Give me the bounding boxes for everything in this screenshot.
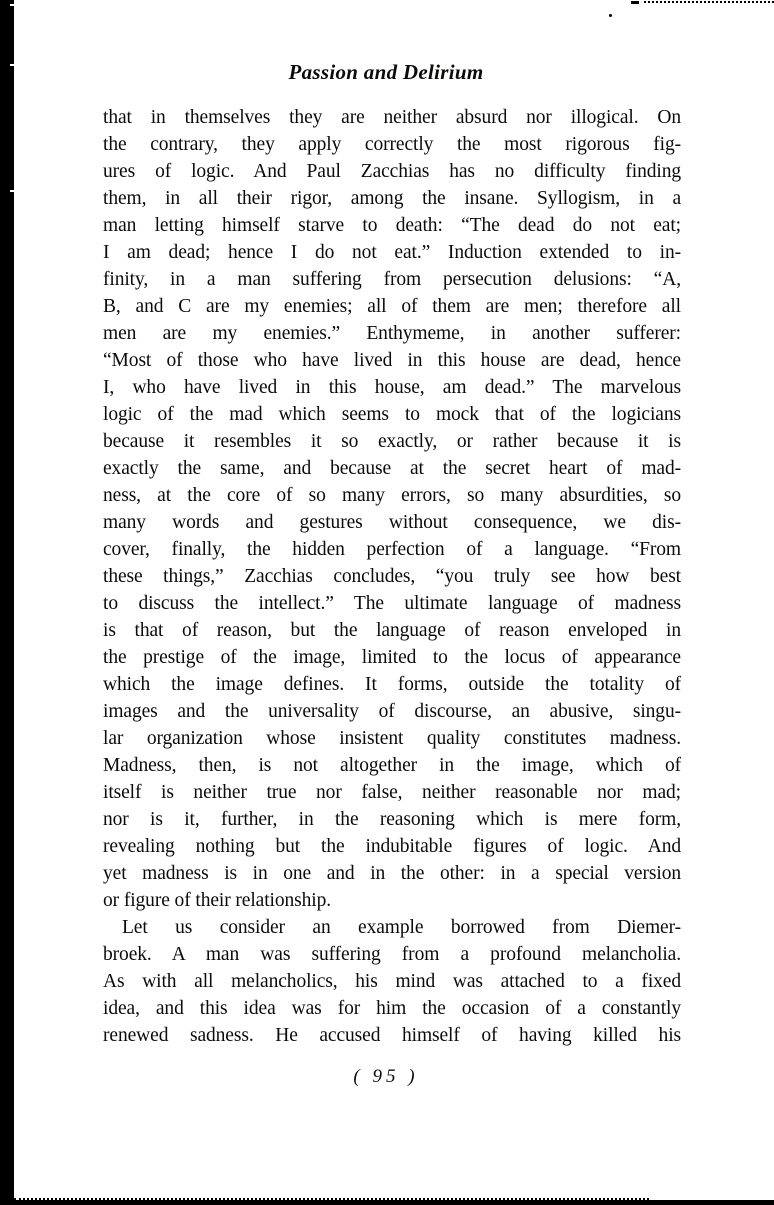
paragraph — [103, 104, 681, 914]
scan-top-dotted-line — [644, 1, 774, 3]
text-line: ures of logic. And Paul Zacchias has no difficulty finding — [103, 161, 681, 182]
body-text — [103, 104, 681, 1049]
text-line: finity, in a man suffering from persecution delusions: “A, — [103, 269, 681, 290]
text-line: idea, and this idea was for him the occasion of a constantly — [103, 998, 681, 1019]
text-line: men are my enemies.” Enthymeme, in another sufferer: — [103, 323, 681, 344]
text-line: exactly the same, and because at the secret heart of mad- — [103, 458, 681, 479]
scan-speck — [609, 14, 612, 17]
text-line: images and the universality of discourse, an abusive, singu- — [103, 701, 681, 722]
text-line: that in themselves they are neither absurd nor illogical. On — [103, 107, 681, 128]
text-line: the contrary, they apply correctly the most rigorous fig- — [103, 134, 681, 155]
scan-bottom-dotted-line — [14, 1198, 649, 1200]
text-line: renewed sadness. He accused himself of having killed his — [103, 1025, 681, 1046]
text-line: “Most of those who have lived in this house are dead, hence — [103, 350, 681, 371]
text-line: logic of the mad which seems to mock that of the logicians — [103, 404, 681, 425]
scan-gutter-notch — [10, 4, 15, 6]
text-line: because it resembles it so exactly, or rather because it is — [103, 431, 681, 452]
text-line: I, who have lived in this house, am dead.” The marvelous — [103, 377, 681, 398]
paragraph — [103, 914, 681, 1049]
text-line: I am dead; hence I do not eat.” Induction extended to in- — [103, 242, 681, 263]
scan-gutter-bar — [0, 0, 14, 1205]
text-line: nor is it, further, in the reasoning which is mere form, — [103, 809, 681, 830]
text-line: As with all melancholics, his mind was attached to a fixed — [103, 971, 681, 992]
text-line: cover, finally, the hidden perfection of a language. “From — [103, 539, 681, 560]
text-line: Let us consider an example borrowed from Diemer- — [122, 917, 681, 938]
scan-gutter-notch — [10, 64, 15, 66]
running-header: Passion and Delirium — [288, 60, 484, 84]
scan-bottom-edge — [0, 1200, 774, 1205]
scan-speck — [631, 1, 639, 4]
text-line: itself is neither true nor false, neither reasonable nor mad; — [103, 782, 681, 803]
text-line: is that of reason, but the language of reason enveloped in — [103, 620, 681, 641]
text-line: which the image defines. It forms, outside the totality of — [103, 674, 681, 695]
text-line: lar organization whose insistent quality constitutes madness. — [103, 728, 681, 749]
text-line: these things,” Zacchias concludes, “you truly see how best — [103, 566, 681, 587]
text-line: them, in all their rigor, among the insane. Syllogism, in a — [103, 188, 681, 209]
page-number: ( 95 ) — [353, 1066, 419, 1087]
text-line: or figure of their relationship. — [103, 890, 332, 911]
text-line: man letting himself starve to death: “The dead do not eat; — [103, 215, 681, 236]
text-line: revealing nothing but the indubitable figures of logic. And — [103, 836, 681, 857]
text-line: B, and C are my enemies; all of them are men; therefore all — [103, 296, 681, 317]
scan-gutter-notch — [10, 190, 15, 192]
text-line: ness, at the core of so many errors, so many absurdities, so — [103, 485, 681, 506]
text-line: to discuss the intellect.” The ultimate language of madness — [103, 593, 681, 614]
text-line: the prestige of the image, limited to the locus of appearance — [103, 647, 681, 668]
text-line: yet madness is in one and in the other: in a special version — [103, 863, 681, 884]
text-line: Madness, then, is not altogether in the image, which of — [103, 755, 681, 776]
text-line: many words and gestures without consequence, we dis- — [103, 512, 681, 533]
text-line: broek. A man was suffering from a profound melancholia. — [103, 944, 681, 965]
